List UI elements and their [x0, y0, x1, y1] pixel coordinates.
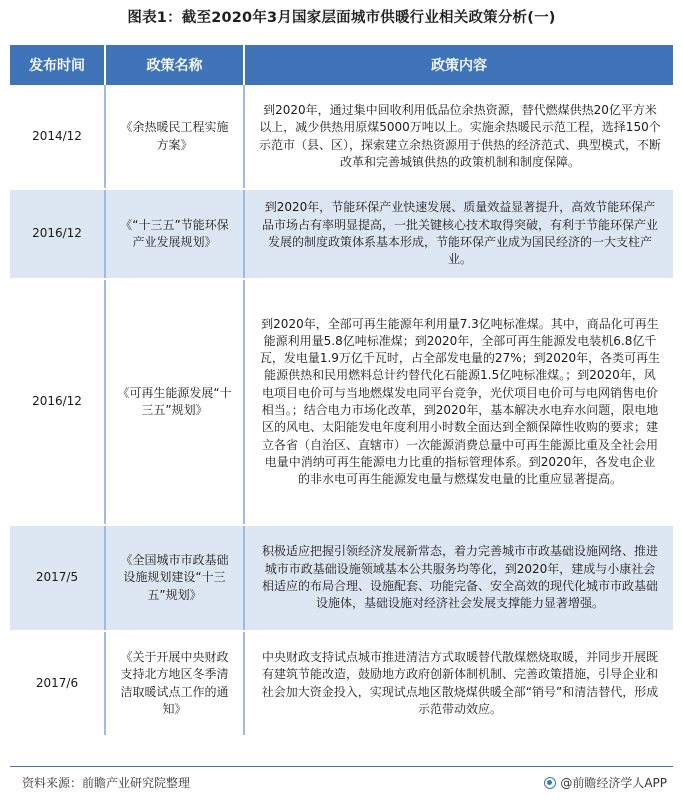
header-policy-content: 政策内容 — [244, 45, 673, 85]
row-policy-name: 《可再生能源发展“十三五”规划》 — [105, 279, 244, 525]
row-date: 2017/6 — [10, 631, 105, 736]
chart-title: 图表1：截至2020年3月国家层面城市供暖行业相关政策分析(一) — [127, 10, 556, 26]
row-policy-name: 《“十三五”节能环保产业发展规划》 — [105, 189, 244, 279]
header-date: 发布时间 — [10, 45, 105, 85]
brand-logo-icon — [544, 777, 556, 789]
row-policy-content: 到2020年，通过集中回收利用低品位余热资源，替代燃煤供热20亿平方米以上，减少供热用原煤5000万吨以上。实施余热暖民示范工程，选择150个示范市（县、区），探索建立余热资源用于供热的经济范式、典型模式，不断改革和完善城镇供热的政策机制和制度保障。 — [244, 85, 673, 189]
row-date: 2017/5 — [10, 525, 105, 631]
table-row — [10, 631, 673, 736]
row-policy-name: 《余热暖民工程实施方案》 — [105, 85, 244, 189]
row-policy-content: 到2020年，全部可再生能源年利用量7.3亿吨标准煤。其中，商品化可再生能源利用量5.8亿吨标准煤；到2020年，全部可再生能源发电装机6.8亿千瓦，发电量1.9万亿千瓦时，占全部发电量的27%；到2020年，各类可再生能源供热和民用燃料总计约替代化石能源1.5亿吨标准煤。；到2020年，风电项目电价可与当地燃煤发电同平台竞争，光伏项目电价可与电网销售电价相当。；结合电力市场化改革，到2020年，基本解决水电弃水问题，限电地区的风电、太阳能发电年度利用小时数全面达到全额保障性收购的要求；建立各省（自治区、直辖市）一次能源消费总量中可再生能源比重及全社会用电量中消纳可再生能源电力比重的指标管理体系。到2020年，各发电企业的非水电可再生能源发电量与燃煤发电量的比重应显著提高。 — [244, 279, 673, 525]
brand-credit — [544, 774, 667, 791]
row-date: 2016/12 — [10, 279, 105, 525]
row-policy-name: 《关于开展中央财政支持北方地区冬季清洁取暖试点工作的通知》 — [105, 631, 244, 736]
row-policy-content: 到2020年，节能环保产业快速发展、质量效益显著提升，高效节能环保产品市场占有率明显提高，一批关键核心技术取得突破，有利于节能环保产业发展的制度政策体系基本形成，节能环保产业成为国民经济的一大支柱产业。 — [244, 189, 673, 279]
source-note: 资料来源：前瞻产业研究院整理 — [22, 776, 191, 790]
table-row — [10, 279, 673, 525]
row-policy-name: 《全国城市市政基础设施规划建设“十三五”规划》 — [105, 525, 244, 631]
footer — [22, 774, 667, 791]
policy-table — [10, 45, 673, 737]
table-row — [10, 189, 673, 279]
footer-divider — [10, 766, 673, 767]
row-policy-content: 中央财政支持试点城市推进清洁方式取暖替代散煤燃烧取暖，并同步开展既有建筑节能改造，鼓励地方政府创新体制机制、完善政策措施，引导企业和社会加大资金投入，实现试点地区散烧煤供暖全部“销号”和清洁替代，形成示范带动效应。 — [244, 631, 673, 736]
table-row — [10, 525, 673, 631]
row-date: 2014/12 — [10, 85, 105, 189]
row-policy-content: 积极适应把握引领经济发展新常态，着力完善城市市政基础设施网络、推进城市市政基础设施领域基本公共服务均等化，到2020年，建成与小康社会相适应的布局合理、设施配套、功能完备、安全高效的现代化城市市政基础设施体，基础设施对经济社会发展支撑能力显著增强。 — [244, 525, 673, 631]
header-policy-name: 政策名称 — [105, 45, 244, 85]
table-header-row — [10, 45, 673, 85]
row-date: 2016/12 — [10, 189, 105, 279]
brand-label: @前瞻经济学人APP — [560, 776, 667, 790]
table-row — [10, 85, 673, 189]
